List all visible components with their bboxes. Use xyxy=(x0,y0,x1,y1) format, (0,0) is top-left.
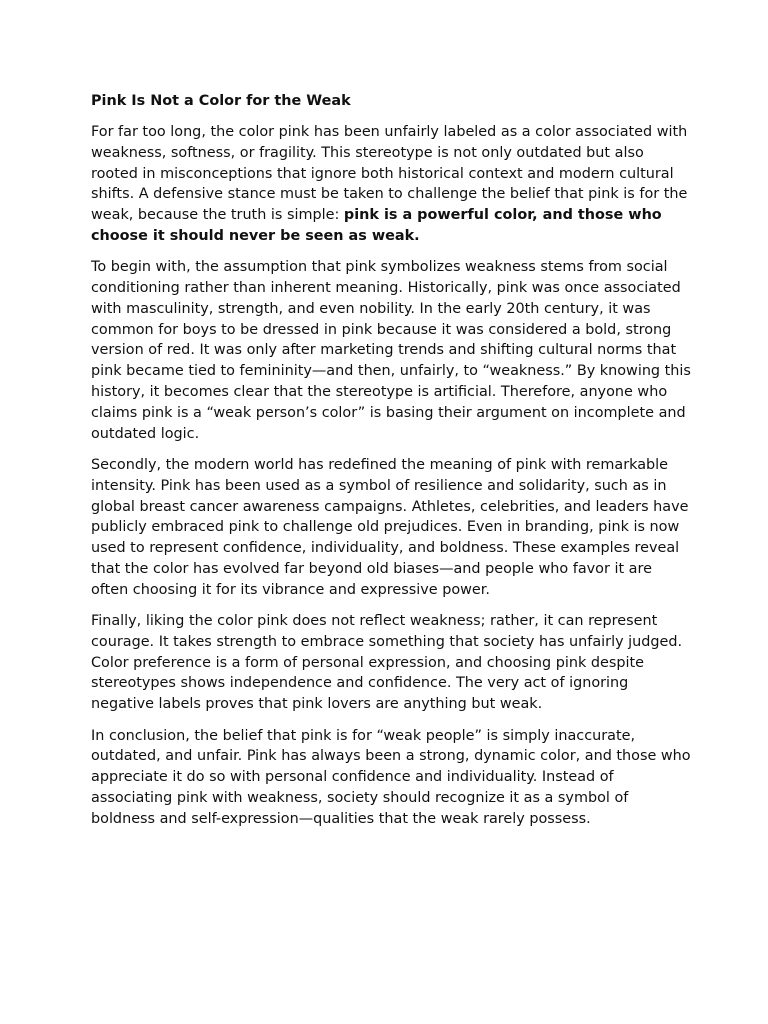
body-paragraph-history: To begin with, the assumption that pink symbolizes weakness stems from social conditioning rather than inherent meaning. Historically, pink was once associated with masculinity, strength, and even nobility. In the early 20th century, it was common for boys to be dressed in pink because it was considered a bold, strong version of red. It was only after marketing trends and shifting cultural norms that pink became tied to femininity—and then, unfairly, to “weakness.” By knowing this history, it becomes clear that the stereotype is artificial. Therefore, anyone who claims pink is a “weak person’s color” is basing their argument on incomplete and outdated logic. xyxy=(91,259,691,442)
thesis-statement: pink is a powerful color, and those who choose it should never be seen as weak. xyxy=(91,207,662,244)
intro-text: For far too long, the color pink has been unfairly labeled as a color associated with weakness, softness, or fragility. This stereotype is not only outdated but also rooted in misconceptions that ignore both historical context and modern cultural shifts. A defensive stance must be taken to challenge the belief that pink is for the weak, because the truth is simple: xyxy=(91,124,688,224)
body-paragraph-courage: Finally, liking the color pink does not reflect weakness; rather, it can represent courage. It takes strength to embrace something that society has unfairly judged. Color preference is a form of personal expression, and choosing pink despite stereotypes shows independence and confidence. The very act of ignoring negative labels proves that pink lovers are anything but weak. xyxy=(91,613,683,713)
document-title: Pink Is Not a Color for the Weak xyxy=(91,93,351,109)
document-page xyxy=(91,91,691,840)
conclusion-paragraph: In conclusion, the belief that pink is for “weak people” is simply inaccurate, outdated, and unfair. Pink has always been a strong, dynamic color, and those who appreciate it do so with personal confidence and individuality. Instead of associating pink with weakness, society should recognize it as a symbol of boldness and self-expression—qualities that the weak rarely possess. xyxy=(91,727,691,827)
body-paragraph-modern: Secondly, the modern world has redefined the meaning of pink with remarkable intensity. Pink has been used as a symbol of resilience and solidarity, such as in global breast cancer awareness campaigns. Athletes, celebrities, and leaders have publicly embraced pink to challenge old prejudices. Even in branding, pink is now used to represent confidence, individuality, and boldness. These examples reveal that the color has evolved far beyond old biases—and people who favor it are often choosing it for its vibrance and expressive power. xyxy=(91,456,689,598)
intro-paragraph xyxy=(91,122,691,247)
